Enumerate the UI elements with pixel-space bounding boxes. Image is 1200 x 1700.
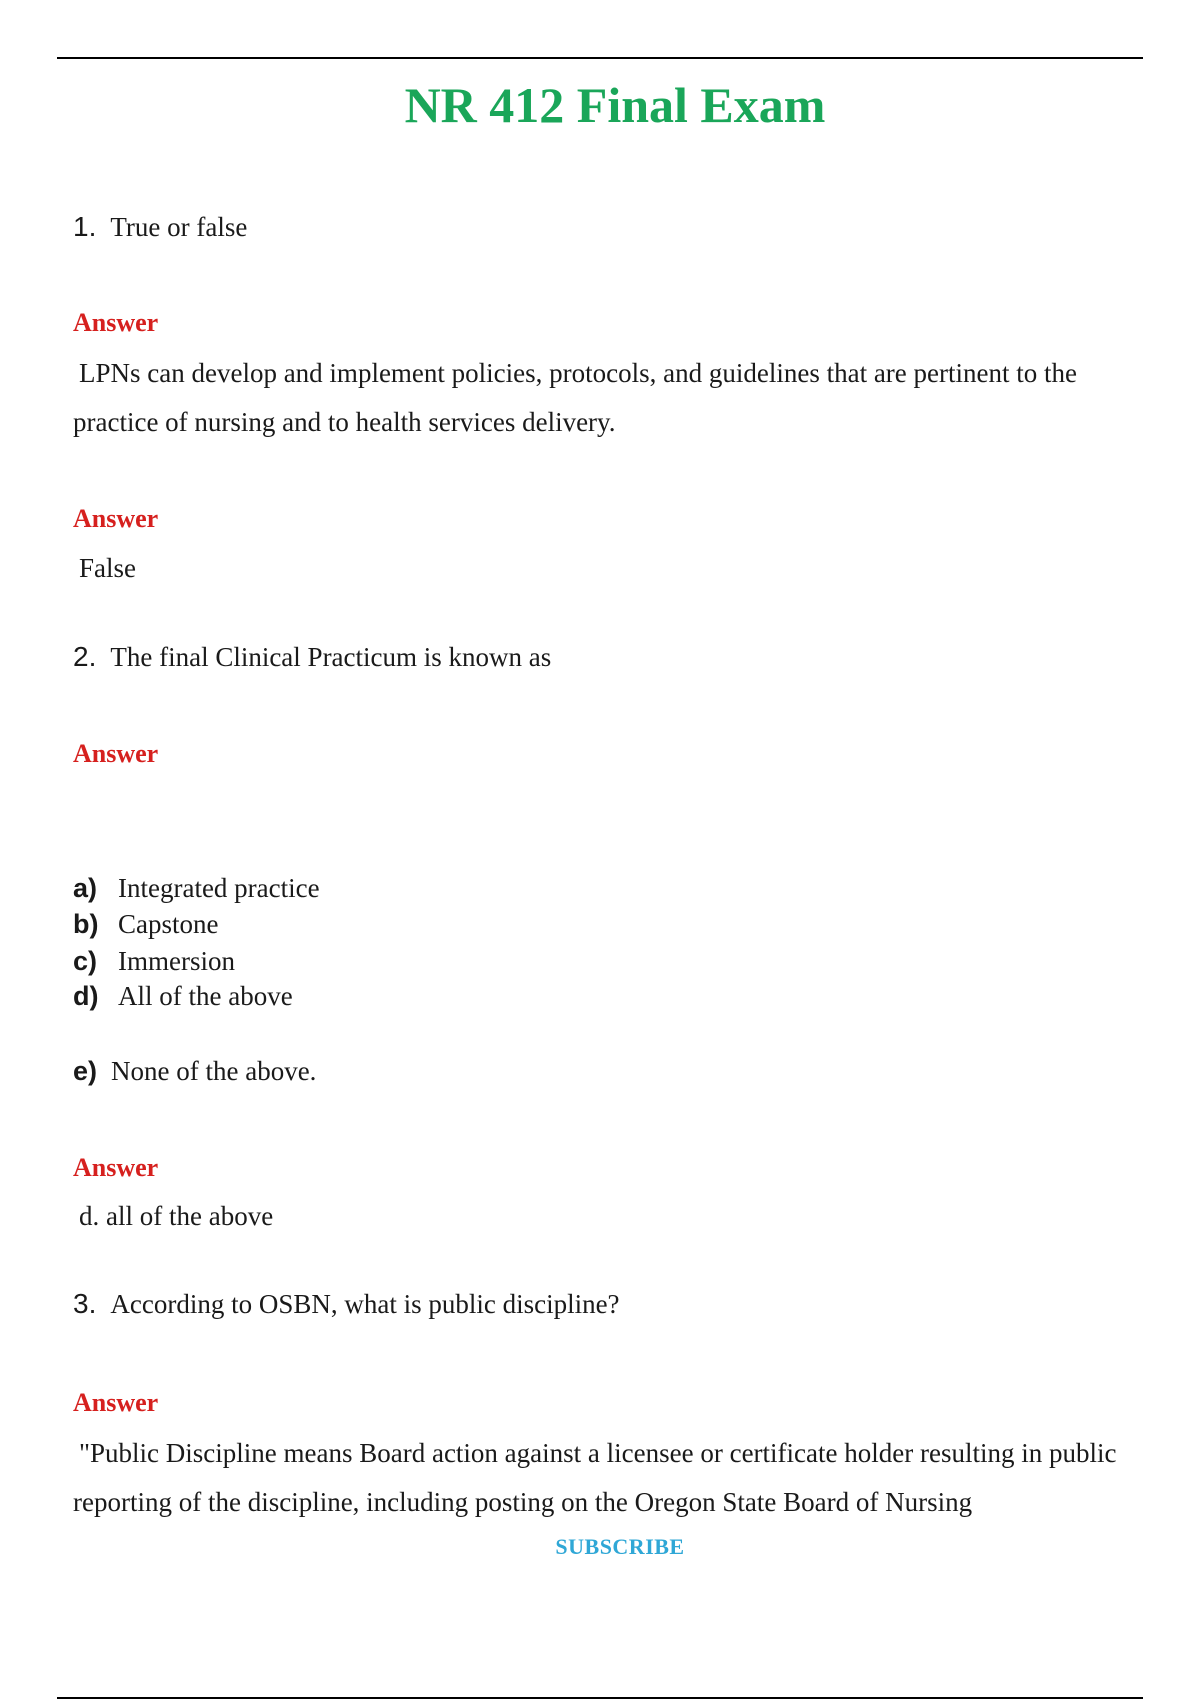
option-text: Capstone [118, 909, 219, 939]
subscribe-link[interactable]: SUBSCRIBE [555, 1534, 685, 1559]
option-letter: e) [73, 1056, 98, 1086]
answer-text: "Public Discipline means Board action against a licensee or certificate holder resulting in public reporting of the discipline, including posting on the Oregon State Board of Nursing [73, 1438, 1117, 1517]
question-3-answer [73, 1429, 1118, 1527]
option-b [73, 907, 219, 941]
answer-label: Answer [73, 1153, 159, 1182]
answer-label: Answer [73, 739, 159, 768]
option-text: Integrated practice [118, 873, 320, 903]
question-3 [73, 1286, 620, 1322]
option-text: All of the above [118, 981, 293, 1011]
option-letter: b) [73, 909, 99, 939]
statement-text: LPNs can develop and implement policies, protocols, and guidelines that are pertinent to the practice of nursing and to health services delivery. [73, 358, 1077, 437]
option-letter: d) [73, 981, 99, 1011]
option-a [73, 871, 320, 905]
question-number: 2. [73, 641, 97, 672]
question-number: 3. [73, 1288, 97, 1319]
question-1 [73, 209, 247, 245]
option-letter: a) [73, 873, 98, 903]
bottom-rule [57, 1697, 1143, 1699]
option-letter: c) [73, 946, 98, 976]
question-text: The final Clinical Practicum is known as [110, 642, 552, 672]
question-1-statement [73, 349, 1143, 447]
question-number: 1. [73, 211, 97, 242]
option-e [73, 1054, 316, 1088]
answer-label: Answer [73, 504, 159, 533]
option-text: Immersion [118, 946, 235, 976]
question-2-answer: d. all of the above [79, 1201, 274, 1231]
question-2 [73, 639, 551, 675]
question-text: According to OSBN, what is public discipline? [110, 1289, 620, 1319]
option-d [73, 979, 293, 1013]
page-title: NR 412 Final Exam [404, 77, 826, 133]
top-rule [57, 57, 1143, 59]
option-text: None of the above. [111, 1056, 317, 1086]
question-text: True or false [110, 212, 248, 242]
answer-label: Answer [73, 308, 159, 337]
answer-label: Answer [73, 1388, 159, 1417]
question-1-answer: False [79, 553, 136, 583]
option-c [73, 944, 235, 978]
